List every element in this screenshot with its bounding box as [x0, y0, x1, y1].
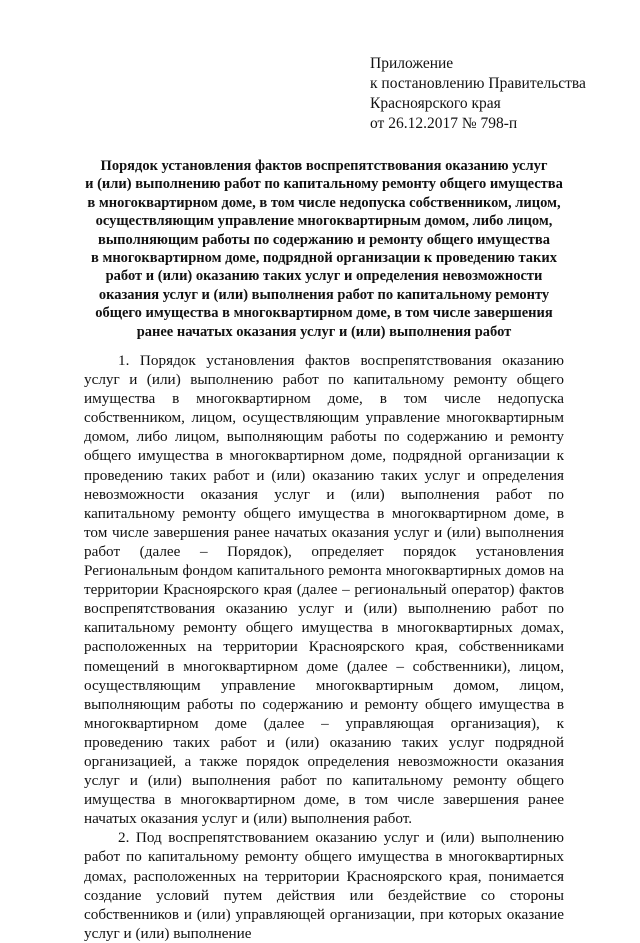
paragraph-1: 1. Порядок установления фактов воспрепятствования оказанию услуг и (или) выполнению работ по капитальному ремонту общего имущества в многоквартирном доме, в том числе недопуска собственником, лицом, осуществляющим управление многоквартирным домом, либо лицом, выполняющим работы по содержанию и ремонту общего имущества в многоквартирном доме, подрядной организации к проведению таких работ и (или) оказанию таких услуг и определения невозможности оказания услуг и (или) выполнения работ по капитальному ремонту общего имущества в многоквартирном доме, в том числе завершения ранее начатых оказания услуг и (или) выполнения работ (далее – Порядок), определяет порядок установления Региональным фондом капитального ремонта многоквартирных домов на территории Красноярского края (далее – региональный оператор) фактов воспрепятствования оказанию услуг и (или) выполнению работ по капитальному ремонту общего имущества в многоквартирных домах, расположенных на территории Красноярского края, собственниками помещений в многоквартирном доме (далее – собственники), лицом, осуществляющим управление многоквартирным домом, лицом, выполняющим работы по содержанию и ремонту общего имущества в многоквартирном доме (далее – управляющая организация), к проведению таких работ и (или) оказанию таких услуг подрядной организацией, а также порядок определения невозможности оказания услуг и (или) выполнения работ по капитальному ремонту общего имущества в многоквартирном доме, в том числе завершения ранее начатых оказания услуг и (или) выполнения работ. — [84, 352, 564, 828]
title-line: осуществляющим управление многоквартирным домом, либо лицом, — [95, 213, 553, 230]
appendix-header — [370, 54, 620, 134]
title-line: в многоквартирном доме, в том числе недопуска собственником, лицом, — [87, 194, 561, 211]
document-body — [84, 351, 564, 943]
appendix-region: Красноярского края — [370, 95, 501, 112]
title-line: в многоквартирном доме, подрядной организации к проведению таких — [91, 250, 557, 267]
document-title — [84, 157, 564, 341]
title-line: и (или) выполнению работ по капитальному ремонту общего имущества — [85, 176, 563, 193]
title-line: работ и (или) оказанию таких услуг и определения невозможности — [105, 268, 543, 285]
appendix-resolution: к постановлению Правительства — [370, 75, 586, 92]
title-line: Порядок установления фактов воспрепятствования оказанию услуг — [100, 158, 548, 174]
appendix-date-number: от 26.12.2017 № 798-п — [370, 115, 518, 132]
title-line: общего имущества в многоквартирном доме, в том числе завершения — [95, 305, 553, 322]
title-line: ранее начатых оказания услуг и (или) выполнения работ — [136, 323, 512, 340]
appendix-label: Приложение — [370, 55, 454, 72]
paragraph-2: 2. Под воспрепятствованием оказанию услуг и (или) выполнению работ по капитальному ремонту общего имущества в многоквартирных домах, расположенных на территории Красноярского края, понимается создание условий путем действия или бездействие со стороны собственников и (или) управляющей организации, при которых оказание услуг и (или) выполнение — [84, 829, 564, 942]
title-line: оказания услуг и (или) выполнения работ по капитальному ремонту — [98, 286, 550, 303]
title-line: выполняющим работы по содержанию и ремонту общего имущества — [98, 231, 550, 248]
